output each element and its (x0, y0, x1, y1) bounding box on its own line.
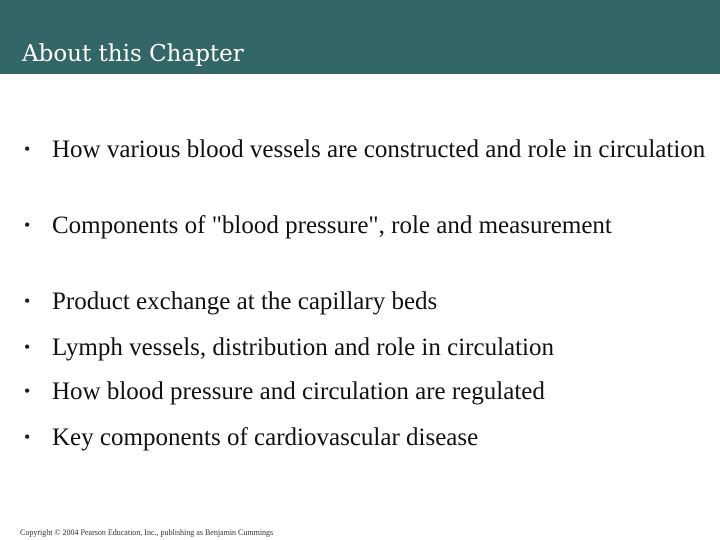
bullet-text: Lymph vessels, distribution and role in circulation (52, 334, 555, 361)
bullet-icon: • (24, 139, 31, 159)
bullet-icon: • (24, 291, 31, 311)
bullet-text: Components of "blood pressure", role and measurement (52, 212, 612, 239)
bullet-icon: • (24, 215, 31, 235)
bullet-icon: • (24, 381, 31, 401)
bullet-icon: • (24, 427, 31, 447)
bullet-item (24, 286, 714, 317)
bullet-item (24, 134, 714, 165)
copyright-notice: Copyright © 2004 Pearson Education, Inc., publishing as Benjamin Cummings (20, 528, 274, 537)
bullet-item (24, 210, 714, 241)
bullet-icon: • (24, 337, 31, 357)
bullet-text: Key components of cardiovascular disease (52, 424, 479, 451)
bullet-item (24, 332, 714, 363)
bullet-item (24, 422, 714, 453)
slide-title: About this Chapter (22, 41, 244, 67)
title-bar (0, 0, 720, 74)
bullet-text: How various blood vessels are constructed and role in circulation (52, 136, 706, 163)
bullet-text: Product exchange at the capillary beds (52, 288, 438, 315)
bullet-text: How blood pressure and circulation are regulated (52, 378, 545, 405)
bullet-item (24, 376, 714, 407)
